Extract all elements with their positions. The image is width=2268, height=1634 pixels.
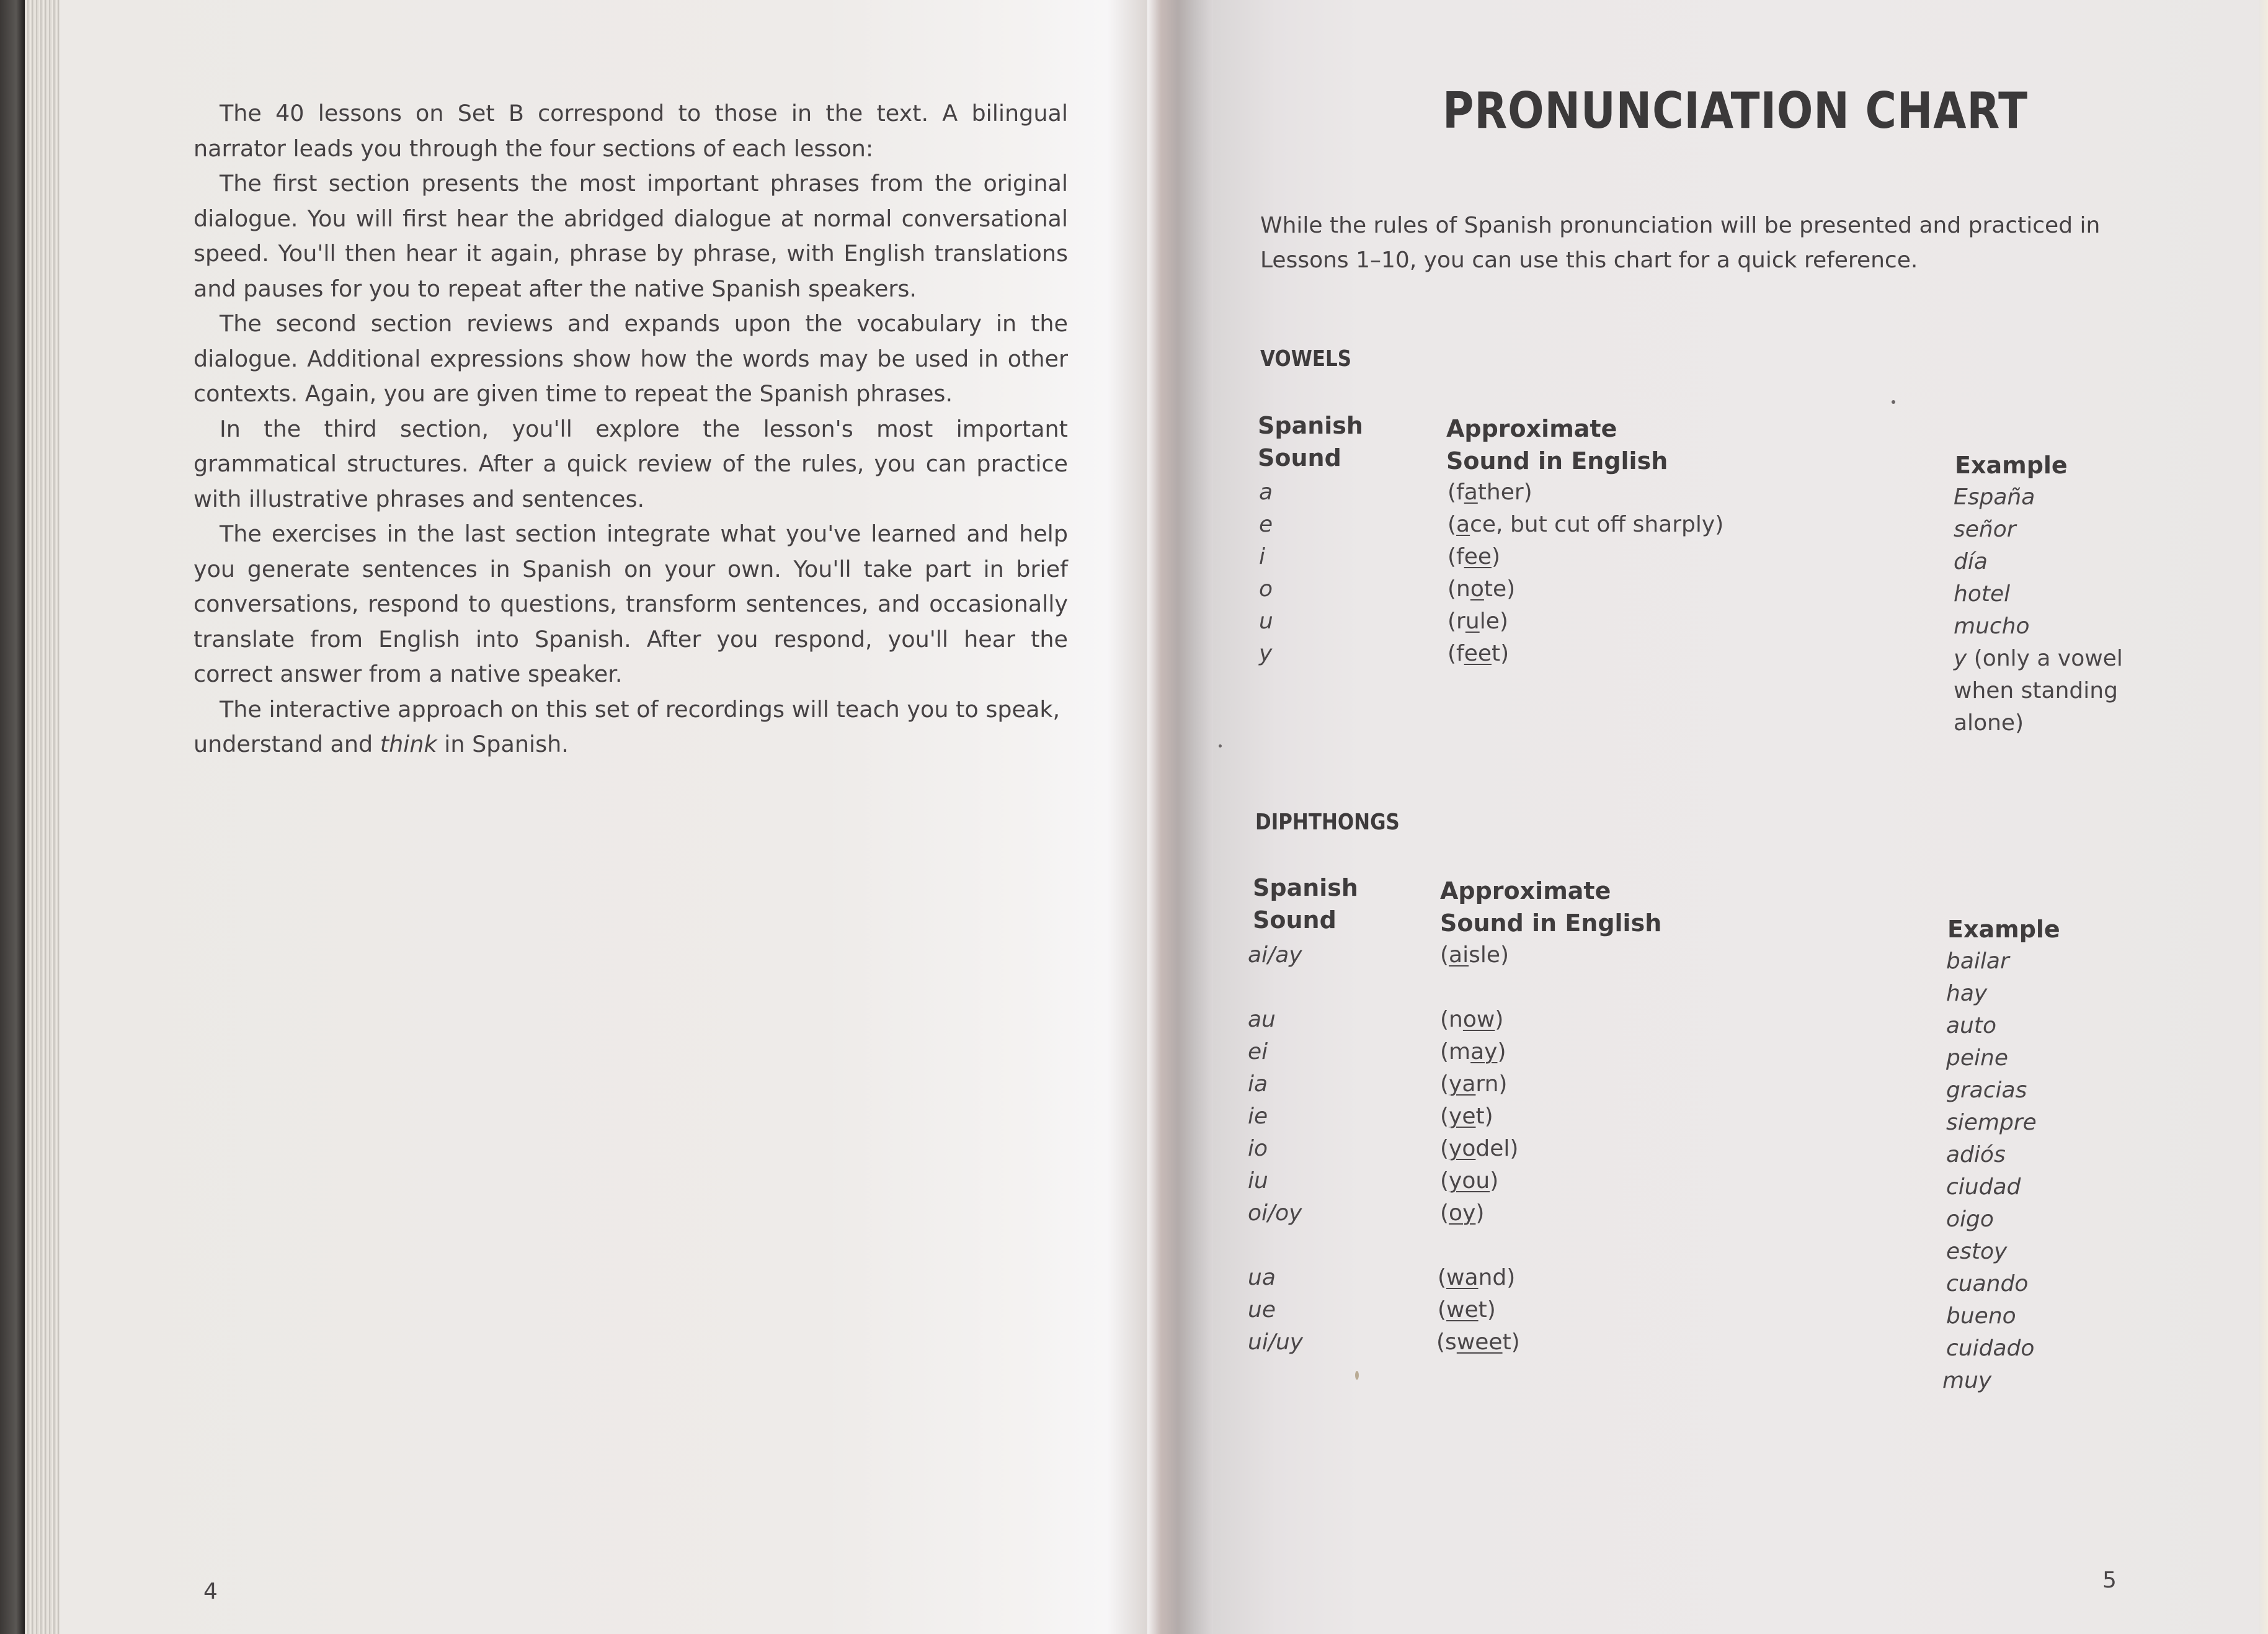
intro-text: While the rules of Spanish pronunciation will be presented and practiced in Lessons 1–10, you can use this chart for a quick reference. <box>1260 213 2101 273</box>
scan-speck <box>1219 744 1222 748</box>
diphthong-english: (wand) <box>1438 1265 1516 1290</box>
vowel-example: señor <box>1954 517 2016 542</box>
vowel-example: y (only a vowel <box>1954 646 2123 671</box>
diphthong-sound: ie <box>1248 1104 1268 1129</box>
diphthong-example: siempre <box>1946 1110 2037 1135</box>
vowel-example: día <box>1954 549 1988 574</box>
vowel-english: (rule) <box>1448 609 1508 634</box>
diphthong-example: bueno <box>1946 1303 2016 1329</box>
vowel-sound: u <box>1259 609 1273 634</box>
scan-speck <box>1355 1371 1359 1380</box>
diphthong-english: (yodel) <box>1440 1136 1519 1161</box>
vowel-english: (note) <box>1448 576 1516 602</box>
diphthong-example: gracias <box>1946 1078 2027 1103</box>
col-header-spanish-sound: Spanish Sound <box>1253 874 1358 934</box>
diphthong-sound: ua <box>1248 1265 1276 1290</box>
paragraph: The exercises in the last section integrate what you've learned and help you generate sentences in Spanish on your own. You'll take part in brief conversations, respond to questions, transform sentences, and occasionally translate from English into Spanish. After you respond, you'll hear the correct answer from a native speaker. <box>193 520 1068 687</box>
col-header-approx-sound: Approximate Sound in English <box>1440 877 1662 937</box>
diphthong-english: (yet) <box>1440 1104 1493 1129</box>
diphthong-example: cuidado <box>1946 1336 2035 1361</box>
diphthong-example: hay <box>1946 981 1988 1006</box>
vowel-example-note: when standing <box>1954 678 2118 703</box>
emphasis-think: think <box>380 731 437 757</box>
vowel-sound: o <box>1259 576 1273 602</box>
vowel-example: España <box>1954 484 2035 510</box>
vowel-sound: e <box>1259 512 1273 537</box>
page-stack-edge <box>25 0 62 1634</box>
vowel-english: (ace, but cut off sharply) <box>1448 512 1724 537</box>
col-header-example: Example <box>1955 452 2068 479</box>
paragraph: The first section presents the most important phrases from the original dialogue. You will first hear the abridged dialogue at normal conversational speed. You'll then hear it again, phrase by phrase, with English translations and pauses for you to repeat after the native Spanish speakers. <box>193 170 1068 302</box>
vowel-english: (feet) <box>1448 641 1510 666</box>
diphthong-english: (sweet) <box>1436 1329 1520 1355</box>
diphthong-english: (you) <box>1440 1168 1499 1194</box>
diphthong-example: cuando <box>1946 1271 2029 1297</box>
vowel-sound: i <box>1259 544 1266 569</box>
section-heading-vowels: VOWELS <box>1260 346 1352 372</box>
col-header-example: Example <box>1947 916 2060 943</box>
diphthong-sound: ia <box>1248 1071 1268 1097</box>
vowel-english: (fee) <box>1448 544 1501 569</box>
diphthong-english: (yarn) <box>1440 1071 1508 1097</box>
vowel-sound: a <box>1259 480 1273 505</box>
diphthong-sound: au <box>1248 1007 1276 1032</box>
diphthong-example: bailar <box>1946 949 2009 974</box>
diphthong-example: estoy <box>1946 1239 2008 1264</box>
diphthong-sound: ui/uy <box>1248 1329 1304 1355</box>
page-number-left: 4 <box>203 1579 218 1604</box>
diphthong-example: peine <box>1946 1045 2008 1071</box>
diphthong-english: (aisle) <box>1440 942 1510 968</box>
vowel-sound: y <box>1259 641 1273 666</box>
col-header-spanish-sound: Spanish Sound <box>1258 412 1363 471</box>
book-gutter <box>1147 0 1216 1634</box>
diphthong-example: adiós <box>1946 1142 2006 1167</box>
page-title: PRONUNCIATION CHART <box>1443 82 2028 140</box>
vowel-example-note: alone) <box>1954 710 2024 736</box>
paragraph: In the third section, you'll explore the lesson's most important grammatical structures. After a quick review of the rules, you can practice with illustrative phrases and sentences. <box>193 415 1068 512</box>
vowel-english: (father) <box>1448 480 1532 505</box>
diphthong-example: auto <box>1946 1013 1997 1038</box>
diphthong-english: (may) <box>1440 1039 1506 1065</box>
diphthong-sound: io <box>1248 1136 1268 1161</box>
right-page-edge <box>2259 0 2268 1634</box>
diphthong-sound: ei <box>1248 1039 1268 1065</box>
vowel-example: mucho <box>1954 614 2030 639</box>
diphthong-sound: iu <box>1248 1168 1268 1194</box>
diphthong-example: muy <box>1942 1368 1992 1393</box>
paragraph-final: The interactive approach on this set of recordings will teach you to speak, understand and think in Spanish. <box>193 695 1061 757</box>
diphthong-sound: ue <box>1248 1297 1276 1323</box>
col-header-approx-sound: Approximate Sound in English <box>1446 415 1668 475</box>
vowel-example: hotel <box>1954 581 2011 607</box>
diphthong-sound: oi/oy <box>1248 1200 1302 1226</box>
section-heading-diphthongs: DIPHTHONGS <box>1255 810 1400 835</box>
scan-speck <box>1892 400 1895 404</box>
paragraph: The 40 lessons on Set B correspond to those in the text. A bilingual narrator leads you through the four sections of each lesson: <box>193 100 1068 162</box>
diphthong-english: (now) <box>1440 1007 1504 1032</box>
left-page-body <box>193 96 1068 762</box>
diphthong-english: (wet) <box>1438 1297 1496 1323</box>
diphthong-sound: ai/ay <box>1248 942 1302 968</box>
diphthong-example: ciudad <box>1946 1174 2021 1200</box>
page-number-right: 5 <box>2102 1568 2117 1593</box>
paragraph: The second section reviews and expands upon the vocabulary in the dialogue. Additional expressions show how the words may be used in other contexts. Again, you are given time to repeat the Spanish phrases. <box>193 310 1068 407</box>
diphthong-example: oigo <box>1946 1207 1994 1232</box>
diphthong-english: (oy) <box>1440 1200 1485 1226</box>
